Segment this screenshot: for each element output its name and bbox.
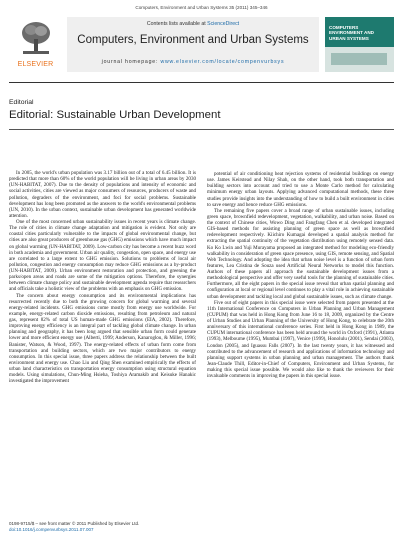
homepage-line	[67, 59, 319, 65]
homepage-prefix: journal homepage:	[101, 59, 159, 65]
homepage-link[interactable]: www.elsevier.com/locate/compenvurbsys	[160, 59, 285, 65]
paragraph: The concern about energy consumption and its environmental implications has resurrected recently due to both the growing concern for global warming and several energy-related incidents. GHG emissions come mostly from energy use worldwide. For example, energy-related carbon dioxide emissions, resulting from petroleum and natural gas, represent 82% of total US human-made GHG emissions (EIA, 2002). Therefore, improving energy efficiency is an integral part of tackling global climate change. In urban planning and geography, it has been long argued that sensible urban form could generate lower and more efficient energy use (Alberti, 1999; Anderson, Kanaroglou, & Miller, 1996; Banister, Watson, & Wood, 1997). The energy-related effects of urban form come from transportation and building sectors, which are two major contributors to energy consumption. In this special issue, three papers address the relationship between the built environment and energy use. Chao Liu and Qing Shen examined empirically the effects of urban land characteristics on transportation energy consumption using structural equation models. Using simulations, Chun-Ming Hsieha, Toshiya Aramakib and Keisuke Hanakic investigated the improvement	[9, 292, 196, 385]
journal-cover[interactable]	[325, 17, 394, 72]
paragraph: One of the most concerned urban sustainability issues in recent years is climate change. The role of cities in climate change adaptation and mitigation is evident. Not only are coastal cities particularly vulnerable to the impacts of global environmental change, but cities are also great producers of greenhouse gas (GHG) emissions which have much impact on global warming (UN-HABITAT, 2009). Low-carbon city has become a recent buzz word in both academia and government. Urban air quality, congestion, open space, and energy use are correlated to a large extent to GHG emission. Solutions to problems of local air pollution, congestion and energy consumption may reduce GHG emissions as a by-product (UN-HABITAT, 2009). Urban environment restoration and protection, and greening the parks/open areas and roads are some of the mitigation options. Therefore, the synergies between climate change policy and sustainable development agenda require that researchers and officials take a holistic view of the problems with an emphasis on GHG emission.	[9, 219, 196, 293]
masthead	[9, 17, 394, 79]
publisher-logo[interactable]	[9, 17, 62, 72]
elsevier-tree-icon	[19, 19, 53, 57]
paragraph: The remaining five papers cover a broad range of urban sustainable issues, including green space, brownfield redevelopment, vegetation, walkability, and urban noise. Based on the context of Chinese cities, Wowo Ding and Fangfang Chen et al. developed integrated GIS-based methods for assisting planning of green space as well as brownfield redevelopment respectively. Kiichiro Kumagai developed a spatial analysis method for extracting the spatial continuity of the vegetation distribution using remotely sensed data. Ko Ko Lwin and Yuji Murayama proposed an integrated method for modeling eco-friendly walkability in consideration of green space presence, using GIS, remote sensing, and Spatial Web Technology. And adopting the idea that urban noise level is a function of urban form features, Lea Cristina de Souza used Artificial Neural Networks to model this function. Authors of these papers all approach the sustainable development issues from a methodological perspective and offer very useful tools for the planning of sustainable cities. Furthermore, all the eight papers in the special issue reveal that urban spatial planning and configuration at local or regional level continues to play a vital role in achieving sustainable urban development and tackling local and global sustainable issues, such as climate change.	[207, 207, 394, 300]
contents-prefix: Contents lists available at	[146, 21, 206, 27]
footer	[9, 521, 139, 533]
section-label: Editorial	[9, 99, 34, 106]
publisher-logo-text: ELSEVIER	[17, 61, 54, 68]
right-column	[207, 171, 394, 379]
cover-graphic	[331, 53, 387, 65]
issn-line: 0198-9715/$ – see front matter © 2011 Published by Elsevier Ltd.	[9, 521, 140, 526]
article-title: Editorial: Sustainable Urban Development	[9, 109, 221, 121]
paragraph: potential of air conditioning heat rejection systems of residential buildings on energy use. James Keirstead and Nilay Shah, on the other hand, took both transportation and building sectors into account and tried to use a Monte Carlo method for calculating minimum energy urban layouts. Applying advanced computational methods, these three studies provide insights into the understanding of how to build a built environment in cities to save energy and hence reduce GHG emissions.	[207, 171, 394, 208]
title-rule	[9, 129, 394, 130]
left-column	[9, 170, 196, 384]
paragraph: In 2005, the world's urban population was 3.17 billion out of a total of 6.45 billion. It is predicted that more than 60% of the world population will be living in urban areas by 2030 (UN-HABITAT, 2007). Due to the density of populations and intensity of economic and social activities, cities are viewed as major consumers of resources, producers of waste and pollution, degraders of the environment, and foci for social problems. Sustainable development has long been promoted as the answers to the world's environmental problems (UN, 2010). In the urban context, sustainable urban development has generated worldwide attention.	[9, 170, 196, 219]
journal-header	[67, 17, 319, 72]
paragraph: Five out of eight papers in this special issue were selected from papers presented at the 11th International Conference on Computers in Urban Planning and Urban Management (CUPUM) that was held in Hong Kong from June 16 to 18, 2009, organized by the Centre of Urban Studies and Urban Planning of the University of Hong Kong, to celebrate the 20th anniversary of this international conference series. First held in Hong Kong in 1989, the CUPUM international conference has been held around the world in Oxford (1991), Atlanta (1993), Melbourne (1995), Mumbai (1997), Venice (1999), Honolulu (2001), Sendai (2003), London (2005), and Iguassu Falls (2007). In the last twenty years, it has witnessed and contributed to the advancement of research and applications of information technology and planning support systems in urban planning and urban management. The authors thank Jean-Claude Thill, Editor-in-Chief of Computers, Environment and Urban Systems, for making this special issue possible. We would also like to thank the reviewers for their invaluable comments in improving the papers in this special issue.	[207, 299, 394, 380]
doi-link[interactable]: doi:10.1016/j.compenvurbsys.2011.07.007	[9, 527, 94, 532]
sciencedirect-link[interactable]: ScienceDirect	[207, 21, 240, 27]
journal-title: Computers, Environment and Urban Systems	[77, 34, 309, 46]
header-rule	[9, 82, 394, 83]
contents-line	[67, 21, 319, 27]
running-head: Computers, Environment and Urban Systems 35 (2011) 345–346	[135, 5, 268, 10]
cover-title: COMPUTERS ENVIRONMENT AND URBAN SYSTEMS	[329, 25, 375, 41]
